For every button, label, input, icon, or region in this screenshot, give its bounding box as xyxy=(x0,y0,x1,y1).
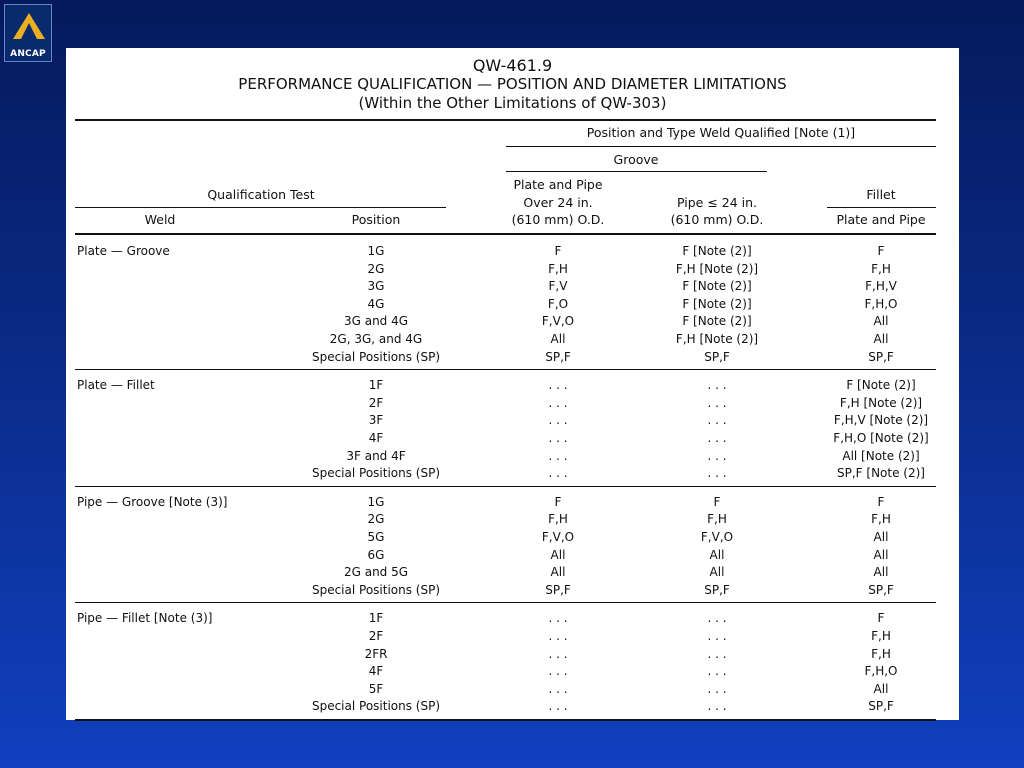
plate-pipe-over-24-cell: . . . xyxy=(548,681,568,696)
position-cell: 2G xyxy=(367,512,385,527)
plate-pipe-over-24-cell: . . . xyxy=(548,395,568,410)
position-cell: 3F and 4F xyxy=(346,448,406,463)
pipe-le-24-cell: . . . xyxy=(707,466,727,481)
fillet-cell: All xyxy=(873,314,889,329)
pipe-le-24-cell: . . . xyxy=(707,413,727,428)
fillet-cell: F,H xyxy=(871,629,891,643)
pipe-le-24-cell: F [Note (2)] xyxy=(682,244,752,258)
pipe-le-24-cell: . . . xyxy=(707,681,727,696)
header-plate-pipe-over-1: Plate and Pipe xyxy=(513,177,603,192)
pipe-le-24-cell: . . . xyxy=(707,395,727,410)
weld-type-label: Plate — Groove xyxy=(77,244,170,258)
header-position: Position xyxy=(351,212,401,227)
plate-pipe-over-24-cell: F,O xyxy=(547,296,569,311)
plate-pipe-over-24-cell: All xyxy=(550,547,566,562)
header-plate-and-pipe: Plate and Pipe xyxy=(836,212,926,227)
document-sheet xyxy=(66,48,959,720)
table-title: PERFORMANCE QUALIFICATION — POSITION AND DIAMETER LIMITATIONS xyxy=(238,75,787,93)
pipe-le-24-cell: F,H [Note (2)] xyxy=(675,332,759,346)
plate-pipe-over-24-cell: SP,F xyxy=(545,582,571,597)
table-code: QW-461.9 xyxy=(472,56,553,75)
pipe-le-24-cell: . . . xyxy=(707,611,727,626)
pipe-le-24-cell: F,H xyxy=(707,512,727,527)
rule-under-fillet xyxy=(827,207,936,208)
header-bottom-rule xyxy=(75,233,936,235)
fillet-cell: F,H xyxy=(871,512,891,527)
fillet-cell: All xyxy=(873,332,889,346)
fillet-cell: All xyxy=(873,530,889,544)
position-cell: 1F xyxy=(368,611,384,626)
plate-pipe-over-24-cell: . . . xyxy=(548,448,568,463)
fillet-cell: F,H,O [Note (2)] xyxy=(833,431,929,445)
weld-type-label: Pipe — Groove [Note (3)] xyxy=(77,494,228,509)
position-cell: 2F xyxy=(368,395,384,410)
pipe-le-24-cell: . . . xyxy=(707,699,727,714)
ancap-logo xyxy=(4,4,52,62)
position-cell: 2G and 5G xyxy=(343,565,409,580)
weld-type-label: Pipe — Fillet [Note (3)] xyxy=(77,611,213,626)
plate-pipe-over-24-cell: F,H xyxy=(548,512,568,527)
position-cell: 6G xyxy=(367,547,385,562)
fillet-cell: F xyxy=(877,611,885,626)
group-divider xyxy=(75,369,936,370)
fillet-cell: SP,F xyxy=(868,349,894,364)
logo-triangle-icon xyxy=(11,11,47,41)
weld-type-label: Plate — Fillet xyxy=(77,378,155,393)
group-divider xyxy=(75,486,936,487)
fillet-cell: F,H,V [Note (2)] xyxy=(833,413,929,428)
rule-under-groove xyxy=(506,171,767,172)
pipe-le-24-cell: . . . xyxy=(707,664,727,679)
plate-pipe-over-24-cell: . . . xyxy=(548,378,568,393)
fillet-cell: SP,F [Note (2)] xyxy=(837,466,925,481)
header-qualification-test: Qualification Test xyxy=(207,187,315,202)
pipe-le-24-cell: . . . xyxy=(707,448,727,463)
pipe-le-24-cell: F [Note (2)] xyxy=(682,279,752,294)
group-divider xyxy=(75,602,936,603)
header-pipe-le-1: Pipe ≤ 24 in. xyxy=(676,195,758,210)
position-cell: 4F xyxy=(368,664,384,679)
pipe-le-24-cell: F,H [Note (2)] xyxy=(675,261,759,276)
plate-pipe-over-24-cell: . . . xyxy=(548,431,568,445)
top-rule xyxy=(75,119,936,121)
pipe-le-24-cell: . . . xyxy=(707,378,727,393)
plate-pipe-over-24-cell: F,V xyxy=(548,279,568,294)
fillet-cell: F,H xyxy=(871,646,891,661)
plate-pipe-over-24-cell: . . . xyxy=(548,413,568,428)
fillet-cell: F,H,O xyxy=(864,664,898,679)
plate-pipe-over-24-cell: . . . xyxy=(548,466,568,481)
plate-pipe-over-24-cell: . . . xyxy=(548,664,568,679)
pipe-le-24-cell: . . . xyxy=(707,629,727,643)
position-cell: Special Positions (SP) xyxy=(311,582,441,597)
plate-pipe-over-24-cell: All xyxy=(550,565,566,580)
pipe-le-24-cell: . . . xyxy=(707,431,727,445)
pipe-le-24-cell: F xyxy=(713,494,721,509)
table-subtitle: (Within the Other Limitations of QW-303) xyxy=(358,94,667,112)
rule-under-qualification xyxy=(75,207,446,208)
pipe-le-24-cell: F [Note (2)] xyxy=(682,314,752,329)
plate-pipe-over-24-cell: F,V,O xyxy=(541,530,575,544)
header-weld: Weld xyxy=(144,212,176,227)
fillet-cell: F [Note (2)] xyxy=(846,378,916,393)
rule-under-position-type xyxy=(506,146,936,147)
fillet-cell: F,H xyxy=(871,261,891,276)
position-cell: Special Positions (SP) xyxy=(311,349,441,364)
position-cell: Special Positions (SP) xyxy=(311,466,441,481)
table-bottom-rule xyxy=(75,719,936,721)
title-block xyxy=(66,56,959,113)
pipe-le-24-cell: All xyxy=(709,565,725,580)
plate-pipe-over-24-cell: All xyxy=(550,332,566,346)
fillet-cell: F,H,V xyxy=(865,279,897,294)
fillet-cell: All [Note (2)] xyxy=(842,448,920,463)
header-plate-pipe-over-2: Over 24 in. xyxy=(523,195,593,210)
position-cell: 3G and 4G xyxy=(343,314,409,329)
position-cell: 4G xyxy=(367,296,385,311)
position-cell: 4F xyxy=(368,431,384,445)
position-cell: 2FR xyxy=(364,646,388,661)
plate-pipe-over-24-cell: . . . xyxy=(548,646,568,661)
position-cell: 1G xyxy=(367,494,385,509)
plate-pipe-over-24-cell: SP,F xyxy=(545,349,571,364)
fillet-cell: F,H,O xyxy=(864,296,898,311)
position-cell: 1F xyxy=(368,378,384,393)
plate-pipe-over-24-cell: . . . xyxy=(548,611,568,626)
position-cell: 3G xyxy=(367,279,385,294)
position-cell: 1G xyxy=(367,244,385,258)
fillet-cell: All xyxy=(873,547,889,562)
fillet-cell: F xyxy=(877,244,885,258)
plate-pipe-over-24-cell: F xyxy=(554,244,562,258)
pipe-le-24-cell: SP,F xyxy=(704,582,730,597)
plate-pipe-over-24-cell: . . . xyxy=(548,629,568,643)
plate-pipe-over-24-cell: . . . xyxy=(548,699,568,714)
position-cell: 5F xyxy=(368,681,384,696)
position-cell: Special Positions (SP) xyxy=(311,699,441,714)
fillet-cell: SP,F xyxy=(868,699,894,714)
position-cell: 2F xyxy=(368,629,384,643)
header-plate-pipe-over-3: (610 mm) O.D. xyxy=(511,212,605,227)
position-cell: 2G, 3G, and 4G xyxy=(329,332,423,346)
header-fillet: Fillet xyxy=(866,187,896,202)
position-cell: 5G xyxy=(367,530,385,544)
logo-text: ANCAP xyxy=(10,49,46,59)
pipe-le-24-cell: All xyxy=(709,547,725,562)
fillet-cell: All xyxy=(873,681,889,696)
pipe-le-24-cell: . . . xyxy=(707,646,727,661)
plate-pipe-over-24-cell: F,H xyxy=(548,261,568,276)
fillet-cell: SP,F xyxy=(868,582,894,597)
pipe-le-24-cell: F,V,O xyxy=(700,530,734,544)
header-position-type: Position and Type Weld Qualified [Note (1)] xyxy=(586,125,856,140)
header-pipe-le-2: (610 mm) O.D. xyxy=(670,212,764,227)
fillet-cell: All xyxy=(873,565,889,580)
fillet-cell: F xyxy=(877,494,885,509)
plate-pipe-over-24-cell: F xyxy=(554,494,562,509)
plate-pipe-over-24-cell: F,V,O xyxy=(541,314,575,329)
header-groove: Groove xyxy=(613,152,659,167)
pipe-le-24-cell: F [Note (2)] xyxy=(682,296,752,311)
position-cell: 2G xyxy=(367,261,385,276)
pipe-le-24-cell: SP,F xyxy=(704,349,730,364)
position-cell: 3F xyxy=(368,413,384,428)
fillet-cell: F,H [Note (2)] xyxy=(839,395,923,410)
